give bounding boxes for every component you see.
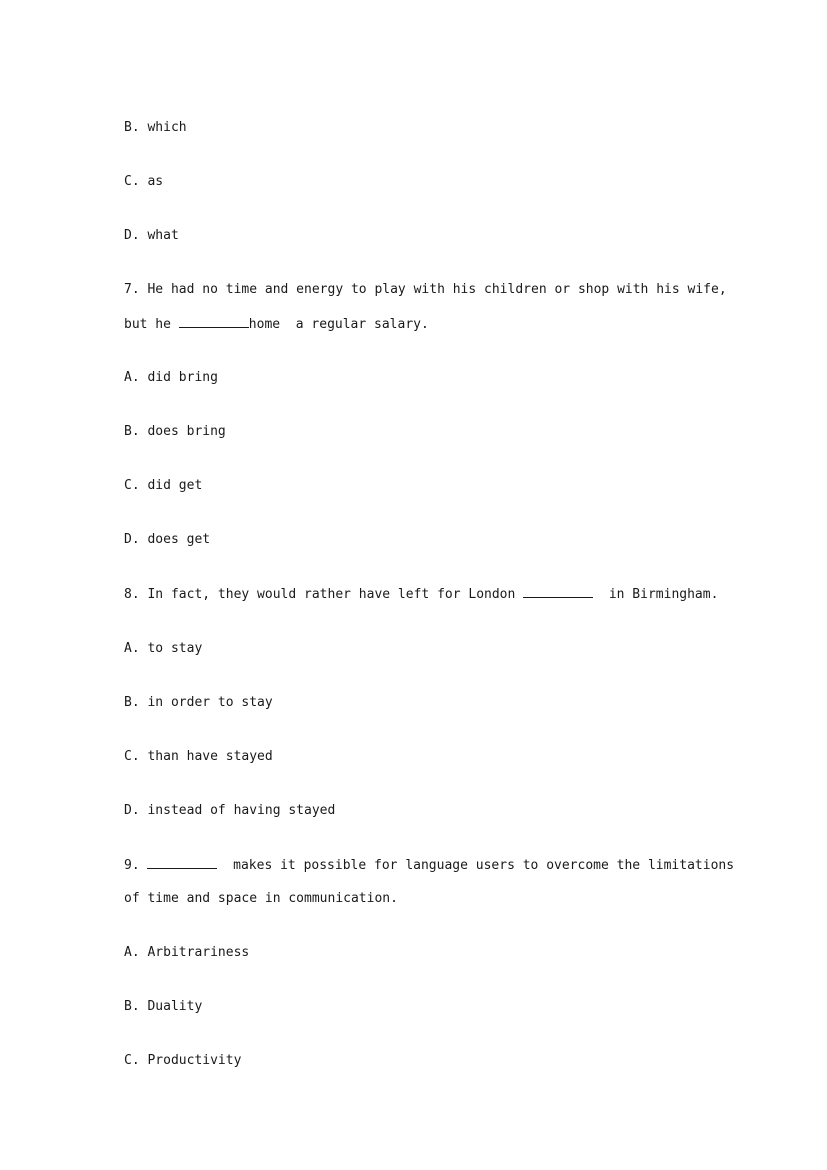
q9-option-c: C. Productivity bbox=[124, 1053, 242, 1068]
q7-option-a: A. did bring bbox=[124, 370, 218, 385]
q9-option-b: B. Duality bbox=[124, 999, 203, 1014]
q9-option-a: A. Arbitrariness bbox=[124, 945, 250, 960]
q8-answer-blank bbox=[523, 585, 593, 598]
q8-option-d: D. instead of having stayed bbox=[124, 803, 336, 818]
q7-stem-line2 bbox=[124, 315, 429, 334]
q6-option-c: C. as bbox=[124, 174, 164, 189]
q8-option-c: C. than have stayed bbox=[124, 749, 273, 764]
q6-option-d: D. what bbox=[124, 228, 179, 243]
q8-stem-before: 8. In fact, they would rather have left for London bbox=[124, 587, 524, 602]
q6-option-b: B. which bbox=[124, 120, 187, 135]
q7-option-c: C. did get bbox=[124, 478, 203, 493]
q7-stem-after: home a regular salary. bbox=[248, 317, 429, 332]
q8-stem bbox=[124, 585, 718, 604]
q7-stem-line1: 7. He had no time and energy to play with his children or shop with his wife, bbox=[124, 282, 727, 297]
q7-answer-blank bbox=[179, 315, 249, 328]
q7-option-b: B. does bring bbox=[124, 424, 226, 439]
q8-stem-after: in Birmingham. bbox=[593, 587, 719, 602]
q8-option-a: A. to stay bbox=[124, 641, 203, 656]
q7-stem-before: but he bbox=[124, 317, 179, 332]
q9-stem-before: 9. bbox=[124, 858, 148, 873]
q9-answer-blank bbox=[147, 856, 217, 869]
q9-stem-line1 bbox=[124, 856, 734, 875]
q9-stem-after: makes it possible for language users to overcome the limitations bbox=[217, 858, 735, 873]
q9-stem-line2: of time and space in communication. bbox=[124, 891, 398, 906]
q7-option-d: D. does get bbox=[124, 532, 211, 547]
q8-option-b: B. in order to stay bbox=[124, 695, 273, 710]
